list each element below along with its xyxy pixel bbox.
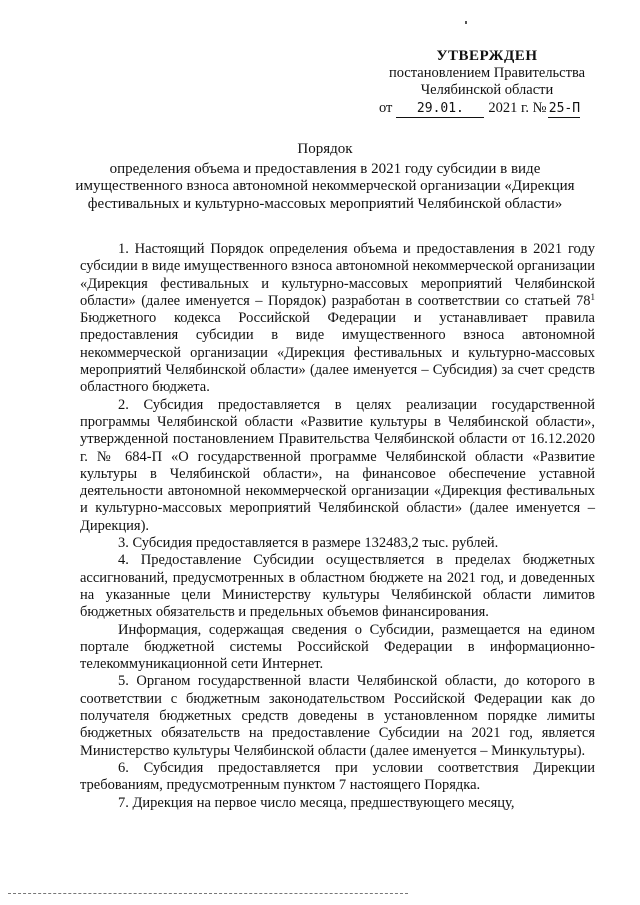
approval-line-2: Челябинской области: [420, 82, 554, 98]
paragraph-7: 7. Дирекция на первое число месяца, предшествующего месяцу,: [118, 794, 515, 811]
paragraph-4: 4. Предоставление Субсидии осуществляется в пределах бюджетных ассигнований, предусмотренных в областном бюджете на 2021 год, и доведенных на указанные цели Министерству культуры Челябинской области лимитов бюджетных обязательств и предельных объемов финансирования.: [80, 552, 595, 621]
paragraph-6: 6. Субсидия предоставляется при условии соответствия Дирекции требованиям, предусмотренным пунктом 7 настоящего Порядка.: [80, 759, 595, 794]
approval-title: УТВЕРЖДЕН: [436, 48, 538, 64]
approval-number: 25-П: [548, 101, 581, 116]
approval-date: 29.01.: [396, 100, 484, 118]
scan-edge-line: [8, 893, 408, 894]
paragraph-1: [80, 241, 595, 397]
heading-title: Порядок: [297, 141, 353, 157]
approval-year: 2021 г. №: [488, 100, 547, 116]
paragraph-1-text-a: 1. Настоящий Порядок определения объема и предоставления в 2021 году субсидии в виде имущественного взноса автономной некоммерческой организации «Дирекция фестивальных и культурно-массовых мероприятий Челябинской области» (далее именуется – Порядок) разработан в соответствии со статьей 78: [80, 241, 595, 309]
scan-dot: [465, 21, 467, 24]
paragraph-3: 3. Субсидия предоставляется в размере 132483,2 тыс. рублей.: [118, 535, 499, 552]
heading-subtitle: определения объема и предоставления в 2021 году субсидии в виде имущественного взноса автономной некоммерческой организации «Дирекция фестивальных и культурно-массовых мероприятий Челябинской области»: [75, 160, 575, 212]
approval-prefix: от: [379, 100, 393, 116]
paragraph-4-info: Информация, содержащая сведения о Субсидии, размещается на едином портале бюджетной системы Российской Федерации в информационно-телекоммуникационной сети Интернет.: [80, 621, 595, 673]
approval-line-1: постановлением Правительства: [388, 65, 586, 81]
paragraph-5: 5. Органом государственной власти Челябинской области, до которого в соответствии с бюджетным законодательством Российской Федерации как до получателя бюджетных средств доведены в установленном порядке лимиты бюджетных обязательств на предоставление Субсидии на 2021 год, является Министерство культуры Челябинской области (далее именуется – Минкультуры).: [80, 673, 595, 759]
approval-date-line: [372, 100, 602, 118]
approval-stamp: [372, 48, 602, 118]
document-heading: [60, 141, 590, 213]
paragraph-1-superscript: 1: [590, 291, 595, 302]
paragraph-2: 2. Субсидия предоставляется в целях реализации государственной программы Челябинской области «Развитие культуры в Челябинской области», утвержденной постановлением Правительства Челябинской области от 16.12.2020 г. № 684-П «О государственной программе Челябинской области «Развитие культуры в Челябинской области», на финансовое обеспечение уставной деятельности автономной некоммерческой организации «Дирекция фестивальных и культурно-массовых мероприятий Челябинской области» (далее именуется – Дирекция).: [80, 396, 595, 534]
paragraph-1-text-b: Бюджетного кодекса Российской Федерации и устанавливает правила предоставления субсидии в виде имущественного взноса автономной некоммерческой организации «Дирекция фестивальных и культурно-массовых мероприятий Челябинской области» (далее именуется – Субсидия) за счет средств областного бюджета.: [80, 310, 595, 396]
document-body: [80, 241, 595, 812]
